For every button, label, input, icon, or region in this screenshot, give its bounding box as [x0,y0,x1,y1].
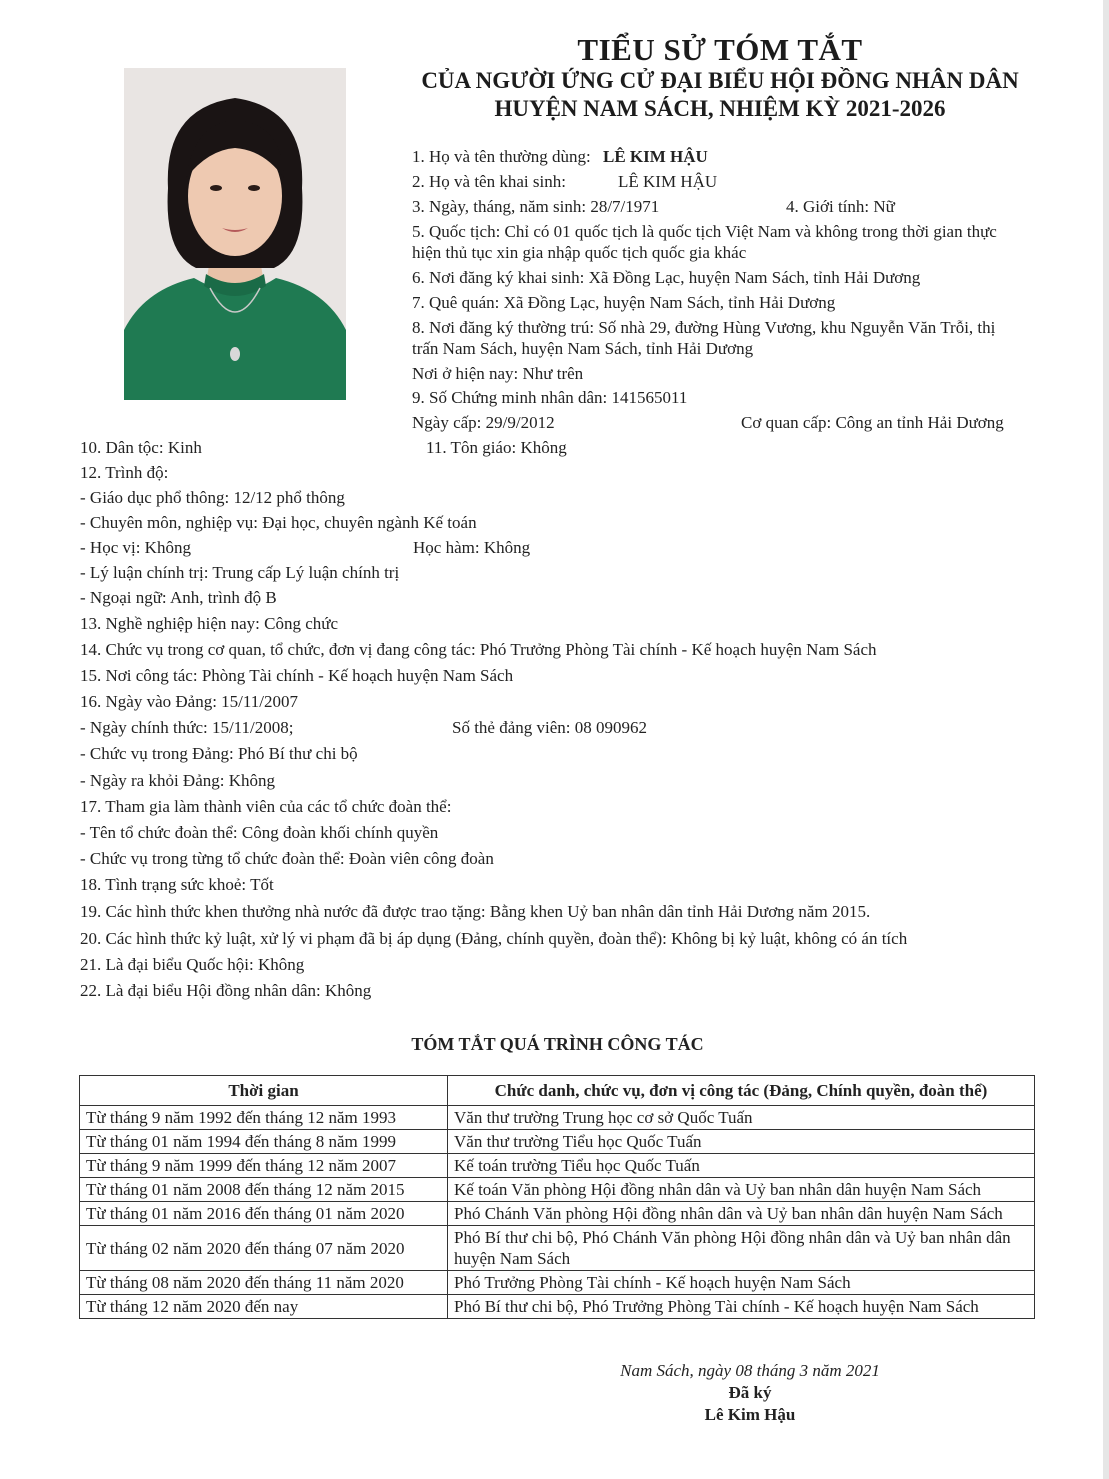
signature-status: Đã ký [728,1383,772,1402]
row-role: Văn thư trường Tiểu học Quốc Tuấn [448,1130,1035,1154]
bio-education: 12. Trình độ: [80,463,169,482]
row-time: Từ tháng 08 năm 2020 đến tháng 11 năm 2020 [80,1271,448,1295]
row-time: Từ tháng 12 năm 2020 đến nay [80,1295,448,1319]
row-time: Từ tháng 01 năm 2016 đến tháng 01 năm 2020 [80,1202,448,1226]
row-role: Kế toán trường Tiểu học Quốc Tuấn [448,1154,1035,1178]
bio-party-official-date: - Ngày chính thức: 15/11/2008; [80,718,294,737]
bio-organizations: 17. Tham gia làm thành viên của các tổ chức đoàn thể: [80,797,452,816]
bio-gender: 4. Giới tính: Nữ [786,197,895,216]
column-header-role: Chức danh, chức vụ, đơn vị công tác (Đảng, Chính quyền, đoàn thể) [448,1076,1035,1106]
work-history-table [79,1075,1035,1319]
bio-organization-name: - Tên tổ chức đoàn thể: Công đoàn khối chính quyền [80,823,439,842]
bio-birth-name [412,171,718,193]
table-header-row [80,1076,1035,1106]
bio-organization-role: - Chức vụ trong từng tổ chức đoàn thể: Đoàn viên công đoàn [80,849,494,868]
table-row [80,1154,1035,1178]
bio-awards: 19. Các hình thức khen thưởng nhà nước đã được trao tặng: Bằng khen Uỷ ban nhân dân tỉnh Hải Dương năm 2015. [80,902,871,921]
bio-birth-registration: 6. Nơi đăng ký khai sinh: Xã Đồng Lạc, huyện Nam Sách, tỉnh Hải Dương [412,268,921,287]
bio-workplace: 15. Nơi công tác: Phòng Tài chính - Kế hoạch huyện Nam Sách [80,666,514,685]
bio-current-address: Nơi ở hiện nay: Như trên [412,364,584,383]
row-time: Từ tháng 9 năm 1992 đến tháng 12 năm 1993 [80,1106,448,1130]
bio-religion: 11. Tôn giáo: Không [426,438,567,457]
bio-foreign-language: - Ngoại ngữ: Anh, trình độ B [80,588,277,607]
bio-position: 14. Chức vụ trong cơ quan, tổ chức, đơn vị đang công tác: Phó Trưởng Phòng Tài chính - Kế hoạch huyện Nam Sách [80,640,877,659]
portrait-photo [124,68,346,400]
row-role: Văn thư trường Trung học cơ sở Quốc Tuấn [448,1106,1035,1130]
bio-party-exit: - Ngày ra khỏi Đảng: Không [80,771,275,790]
table-row [80,1178,1035,1202]
row-role: Phó Bí thư chi bộ, Phó Trưởng Phòng Tài chính - Kế hoạch huyện Nam Sách [448,1295,1035,1319]
common-name-label: 1. Họ và tên thường dùng: [412,147,591,166]
bio-id-issuer: Cơ quan cấp: Công an tỉnh Hải Dương [741,413,1004,432]
birth-name-value: LÊ KIM HẬU [618,172,718,191]
bio-national-assembly: 21. Là đại biểu Quốc hội: Không [80,955,305,974]
bio-hometown: 7. Quê quán: Xã Đồng Lạc, huyện Nam Sách, tỉnh Hải Dương [412,293,836,312]
bio-health: 18. Tình trạng sức khoẻ: Tốt [80,875,274,894]
work-history-heading: TÓM TẮT QUÁ TRÌNH CÔNG TÁC [411,1034,704,1054]
bio-ethnicity: 10. Dân tộc: Kinh [80,438,202,457]
table-row [80,1295,1035,1319]
row-time: Từ tháng 02 năm 2020 đến tháng 07 năm 2020 [80,1226,448,1271]
bio-nationality-2: hiện thủ tục xin gia nhập quốc tịch quốc gia khác [412,243,747,262]
bio-general-education: - Giáo dục phổ thông: 12/12 phổ thông [80,488,345,507]
document-title: TIỂU SỬ TÓM TẮT [577,32,863,67]
page-edge [1103,0,1109,1479]
document-subtitle-1: CỦA NGƯỜI ỨNG CỬ ĐẠI BIỂU HỘI ĐỒNG NHÂN DÂN [421,68,1019,93]
bio-id-number: 9. Số Chứng minh nhân dân: 141565011 [412,388,688,407]
table-row [80,1106,1035,1130]
table-row [80,1226,1035,1271]
common-name-value: LÊ KIM HẬU [603,147,708,166]
row-role: Kế toán Văn phòng Hội đồng nhân dân và Uỷ ban nhân dân huyện Nam Sách [448,1178,1035,1202]
bio-political-theory: - Lý luận chính trị: Trung cấp Lý luận chính trị [80,563,400,582]
bio-party-join-date: 16. Ngày vào Đảng: 15/11/2007 [80,692,298,711]
birth-name-label: 2. Họ và tên khai sinh: [412,172,566,191]
bio-specialization: - Chuyên môn, nghiệp vụ: Đại học, chuyên ngành Kế toán [80,513,477,532]
row-role: Phó Bí thư chi bộ, Phó Chánh Văn phòng Hội đồng nhân dân và Uỷ ban nhân dân huyện Nam Sách [448,1226,1035,1271]
bio-academic-title: Học hàm: Không [413,538,531,557]
row-role: Phó Trưởng Phòng Tài chính - Kế hoạch huyện Nam Sách [448,1271,1035,1295]
bio-birth-date: 3. Ngày, tháng, năm sinh: 28/7/1971 [412,197,660,216]
bio-residence-2: trấn Nam Sách, huyện Nam Sách, tỉnh Hải Dương [412,339,754,358]
bio-party-position: - Chức vụ trong Đảng: Phó Bí thư chi bộ [80,744,358,763]
document-subtitle-2: HUYỆN NAM SÁCH, NHIỆM KỲ 2021-2026 [494,96,946,121]
bio-common-name [412,146,708,168]
bio-residence-1: 8. Nơi đăng ký thường trú: Số nhà 29, đường Hùng Vương, khu Nguyễn Văn Trỗi, thị [412,318,996,337]
signature-name: Lê Kim Hậu [704,1405,796,1424]
bio-nationality-1: 5. Quốc tịch: Chỉ có 01 quốc tịch là quốc tịch Việt Nam và không trong thời gian thực [412,222,997,241]
bio-degree: - Học vị: Không [80,538,191,557]
bio-peoples-council: 22. Là đại biểu Hội đồng nhân dân: Không [80,981,372,1000]
table-row [80,1202,1035,1226]
table-row [80,1271,1035,1295]
table-row [80,1130,1035,1154]
row-time: Từ tháng 01 năm 1994 đến tháng 8 năm 1999 [80,1130,448,1154]
row-time: Từ tháng 01 năm 2008 đến tháng 12 năm 2015 [80,1178,448,1202]
row-role: Phó Chánh Văn phòng Hội đồng nhân dân và Uỷ ban nhân dân huyện Nam Sách [448,1202,1035,1226]
bio-party-card-number: Số thẻ đảng viên: 08 090962 [452,718,648,737]
bio-occupation: 13. Nghề nghiệp hiện nay: Công chức [80,614,339,633]
bio-discipline: 20. Các hình thức kỷ luật, xử lý vi phạm đã bị áp dụng (Đảng, chính quyền, đoàn thể): Không bị kỷ luật, không có án tích [80,929,908,948]
row-time: Từ tháng 9 năm 1999 đến tháng 12 năm 2007 [80,1154,448,1178]
signature-place-date: Nam Sách, ngày 08 tháng 3 năm 2021 [620,1361,880,1380]
bio-id-issue-date: Ngày cấp: 29/9/2012 [412,413,555,432]
column-header-time: Thời gian [80,1076,448,1106]
